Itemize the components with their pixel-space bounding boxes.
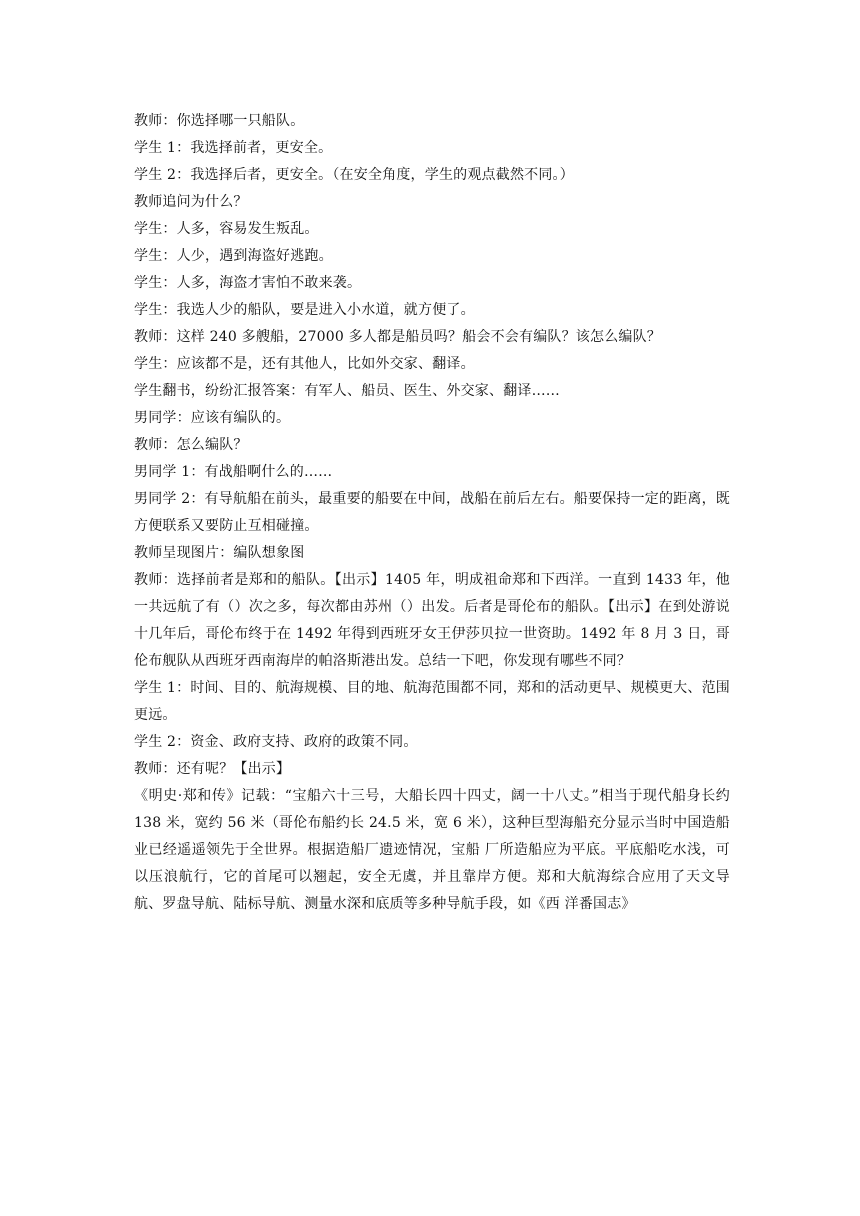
paragraph-teacher-shows-image: 教师呈现图片：编队想象图 [134, 545, 305, 561]
paragraph-boy-2-answer: 男同学 2：有导航船在前头，最重要的船要在中间，战船在前后左右。船要保持一定的距离，既方便联系又要防止互相碰撞。 [134, 491, 730, 534]
paragraph-student-reason-4: 学生：我选人少的船队，要是进入小水道，就方便了。 [134, 302, 475, 318]
paragraph-student-1-differences: 学生 1：时间、目的、航海规模、目的地、航海范围都不同，郑和的活动更早、规模更大、范围更远。 [134, 680, 730, 723]
paragraph-ming-history-excerpt: 《明史·郑和传》记载：“宝船六十三号，大船长四十四丈，阔一十八丈。”相当于现代船身长约 138 米，宽约 56 米（哥伦布船约长 24.5 米，宽 6 米），这种巨型海船充分显示当时中国造船业已经遥遥领先于全世界。根据造船厂遗迹情况，宝船 厂所造船应为平底。平底船吃水浅，可以压浪航行，它的首尾可以翘起，安全无虞，并且靠岸方便。郑和大航海综合应用了天文导航、罗盘导航、陆标导航、测量水深和底质等多种导航手段，如《西 洋番国志》 [134, 788, 730, 912]
paragraph-student-2-answer: 学生 2：我选择后者，更安全。（在安全角度，学生的观点截然不同。） [134, 167, 574, 183]
paragraph-student-reason-3: 学生：人多，海盗才害怕不敢来袭。 [134, 275, 362, 291]
paragraph-teacher-formation-question: 教师：怎么编队？ [134, 437, 248, 453]
paragraph-boy-answer: 男同学：应该有编队的。 [134, 410, 291, 426]
paragraph-students-report: 学生翻书，纷纷汇报答案：有军人、船员、医生、外交家、翻译…… [134, 383, 560, 399]
paragraph-student-reason-1: 学生：人多，容易发生叛乱。 [134, 221, 319, 237]
paragraph-student-1-answer: 学生 1：我选择前者，更安全。 [134, 140, 333, 156]
document-body [134, 108, 730, 918]
paragraph-teacher-comparison: 教师：选择前者是郑和的船队。【出示】1405 年，明成祖命郑和下西洋。一直到 1433 年，他一共远航了有（）次之多，每次都由苏州（）出发。后者是哥伦布的船队。【出示】在到处游说十几年后，哥伦布终于在 1492 年得到西班牙女王伊莎贝拉一世资助。1492 年 8 月 3 日，哥伦布舰队从西班牙西南海岸的帕洛斯港出发。总结一下吧，你发现有哪些不同？ [134, 572, 730, 669]
paragraph-teacher-fleet-question: 教师：这样 240 多艘船，27000 多人都是船员吗？船会不会有编队？该怎么编队？ [134, 329, 662, 345]
paragraph-student-reason-2: 学生：人少，遇到海盗好逃跑。 [134, 248, 333, 264]
paragraph-teacher-followup: 教师追问为什么？ [134, 194, 248, 210]
paragraph-teacher-more: 教师：还有呢？【出示】 [134, 761, 291, 777]
paragraph-student-crew-answer: 学生：应该都不是，还有其他人，比如外交家、翻译。 [134, 356, 475, 372]
paragraph-boy-1-answer: 男同学 1：有战船啊什么的…… [134, 464, 333, 480]
paragraph-teacher-question: 教师：你选择哪一只船队。 [134, 113, 305, 129]
paragraph-student-2-differences: 学生 2：资金、政府支持、政府的政策不同。 [134, 734, 418, 750]
